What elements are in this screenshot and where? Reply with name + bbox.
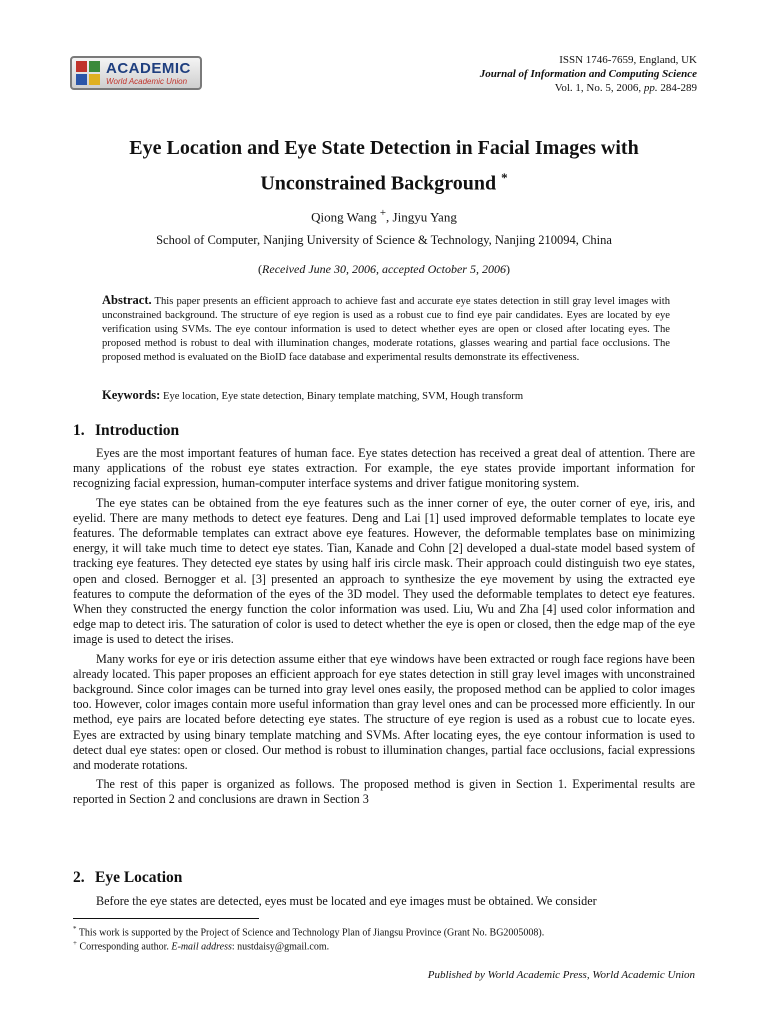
keywords (102, 388, 670, 403)
keywords-label: Keywords: (102, 388, 161, 402)
footnote-divider (73, 918, 259, 919)
title-footnote-mark: * (501, 170, 508, 185)
affiliation: School of Computer, Nanjing University of Science & Technology, Nanjing 210094, China (156, 233, 612, 247)
academic-logo (70, 56, 202, 90)
logo-subtitle: World Academic Union (106, 77, 188, 86)
paragraph: Eyes are the most important features of human face. Eye states detection has received a great deal of attention. There are many applications of the robust eye states extraction. For example, the eye states provide important information for recognizing facial expression, human-computer interface systems and driver fatigue monitoring system. (73, 446, 695, 491)
received-dates: (Received June 30, 2006, accepted October 5, 2006) (258, 262, 510, 276)
section-introduction-body (73, 446, 695, 812)
logo-squares-icon (76, 61, 100, 85)
publisher-footer: Published by World Academic Press, World Academic Union (427, 969, 695, 981)
journal-volume: Vol. 1, No. 5, 2006, pp. 284-289 (554, 82, 697, 94)
paragraph: The eye states can be obtained from the eye features such as the inner corner of eye, the outer corner of eye, iris, and eyelid. There are many methods to detect eye features. Deng and Lai [1] used improved deformable templates to locate eye features. The deformable templates can extract above eye features. However, the deformable templates base on minimizing energy, it will take much time to detect eye states. Tian, Kanade and Cohn [2] developed a dual-state model based system of tracking eye features. They detected eye states by using half iris circle mask. Their approach could distinguish two eye states, open and closed. Bernogger et al. [3] presented an approach to synthesize the eye movement by using the extracted eye features to compute the deformation of the eyes of the 3D model. They used the deformable templates to detect eye features. When they constructed the energy function the color information was used. Liu, Wu and Zha [4] used color information and edge map to detect iris. The saturation of color is used to detect whether the eye is open or closed, then the edge map of the eye image is used to detect the irises. (73, 495, 695, 647)
section-heading-introduction: 1. Introduction (73, 422, 180, 439)
journal-name: Journal of Information and Computing Science (479, 68, 697, 80)
footnote-funding: * This work is supported by the Project of Science and Technology Plan of Jiangsu Province (Grant No. BG2005008). (73, 925, 545, 939)
authors: Qiong Wang +, Jingyu Yang (311, 207, 457, 225)
section-eye-location-body (73, 894, 695, 913)
logo-title: ACADEMIC (106, 60, 191, 77)
paragraph: The rest of this paper is organized as follows. The proposed method is given in Section 1. Experimental results are reported in Section 2 and conclusions are drawn in Section 3 (73, 777, 695, 807)
abstract-text: This paper presents an efficient approach to achieve fast and accurate eye states detection in still gray level images with unconstrained background. The structure of eye region is used as a robust cue to find eye pair candidates. Eyes are located by eye verification using SVMs. The eye contour information is used to detect whether eyes are open or closed after locating eyes. The proposed method is robust to deal with illumination changes, moderate rotations, glasses wearing and partial face occlusions. The proposed method is evaluated on the BioID face database and experimental results demonstrate its effectiveness. (102, 296, 670, 363)
paragraph: Many works for eye or iris detection assume either that eye windows have been extracted or rough face regions have been already located. This paper proposes an efficient approach for eye states detection in still gray level images with unconstrained background. Since color images can be turned into gray level ones easily, the proposed method can be applied to color images too. However, color images contain more useful information than gray level ones and can be processed more efficiently. In our method, eye pairs are located before detecting eye states. The structure of eye region is used as a robust cue to locate eyes. Eyes are extracted by using binary template matching and SVMs. After locating eyes, the eye contour information is used to detect dual eye states: open or closed. Our method is robust to illumination changes, partial face occlusions, facial expressions and moderate rotations. (73, 651, 695, 773)
abstract-label: Abstract. (102, 293, 152, 307)
journal-info (480, 53, 697, 95)
keywords-text: Eye location, Eye state detection, Binary template matching, SVM, Hough transform (162, 391, 524, 402)
section-heading-eye-location: 2. Eye Location (73, 869, 183, 886)
abstract (102, 293, 670, 365)
paper-title: Eye Location and Eye State Detection in Facial Images with Unconstrained Background * (129, 137, 639, 195)
paragraph: Before the eye states are detected, eyes must be located and eye images must be obtained. We consider (96, 894, 597, 908)
footnote-corresponding-author: + Corresponding author. E-mail address: nustdaisy@gmail.com. (73, 939, 330, 953)
journal-issn: ISSN 1746-7659, England, UK (559, 54, 697, 66)
